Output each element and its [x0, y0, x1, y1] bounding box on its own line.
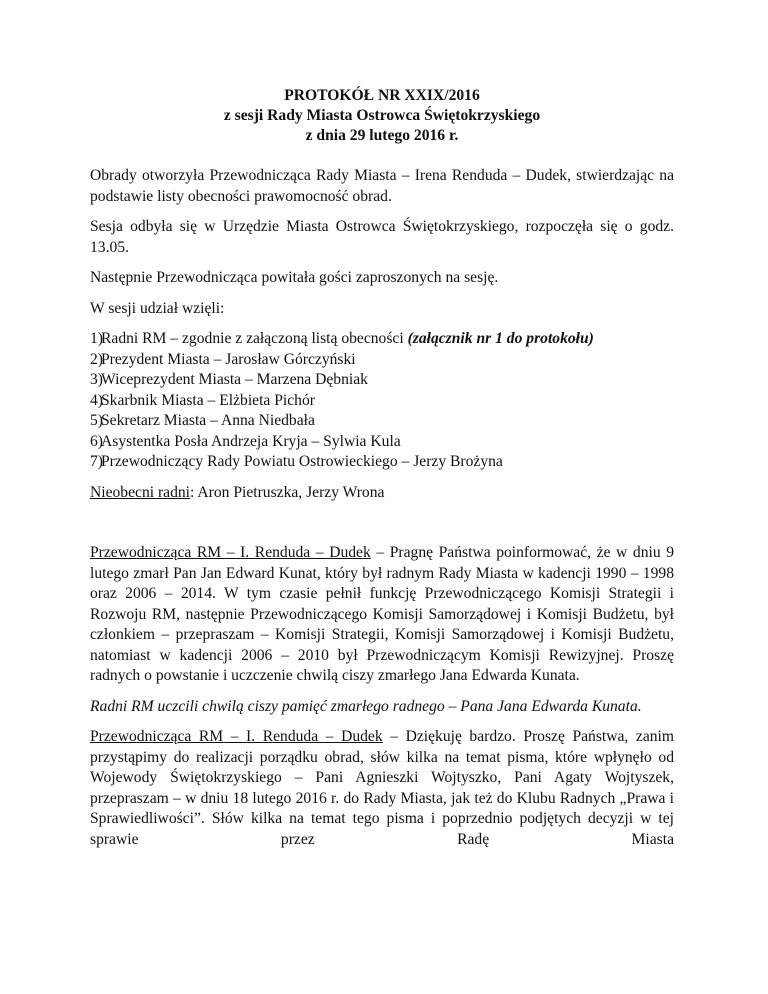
session-name: z sesji Rady Miasta Ostrowca Świętokrzyskiego — [223, 107, 541, 124]
spacer — [90, 513, 674, 543]
greeting-paragraph: Następnie Przewodnicząca powitała gości zaproszonych na sesję. — [90, 269, 499, 286]
opening-paragraph: Obrady otworzyła Przewodnicząca Rady Miasta – Irena Renduda – Dudek, stwierdzając na podstawie listy obecności prawomocność obrad. — [90, 167, 674, 205]
statement-paragraph — [90, 543, 674, 687]
statement-text: – Dziękuję bardzo. Proszę Państwa, zanim przystąpimy do realizacji porządku obrad, słów kilka na temat pisma, które wpłynęło od Wojewody Świętokrzyskiego – Pani Agnieszki Wojtyszko, Pani Agaty Wojtyszek, przepraszam – w dniu 18 lutego 2016 r. do Rady Miasta, jak też do Klubu Radnych „Prawa i Sprawiedliwości”. Słów kilka na temat tego pisma i poprzednio podjętych decyzji w tej sprawie przez Radę Miasta — [90, 728, 674, 848]
attendee-item: 2) Prezydent Miasta – Jarosław Górczyński — [90, 350, 356, 368]
statement-paragraph — [90, 727, 674, 850]
speaker-name: Przewodnicząca RM – I. Renduda – Dudek — [90, 728, 383, 745]
attendee-text: Sekretarz Miasta – Anna Niedbała — [101, 412, 315, 429]
attendee-text: Wiceprezydent Miasta – Marzena Dębniak — [101, 371, 368, 388]
absent-councillors — [90, 483, 674, 504]
document-page — [90, 86, 674, 860]
attendee-text: Radni RM – zgodnie z załączoną listą obecności — [101, 330, 408, 347]
location-paragraph: Sesja odbyła się w Urzędzie Miasta Ostrowca Świętokrzyskiego, rozpoczęła się o godz. 13.05. — [90, 218, 674, 256]
statement-text: – Pragnę Państwa poinformować, że w dniu 9 lutego zmarł Pan Jan Edward Kunat, który był radnym Rady Miasta w kadencji 1990 – 1998 oraz 2006 – 2014. W tym czasie pełnił funkcję Przewodniczącego Komisji Strategii i Rozwoju RM, następnie Przewodniczącego Komisji Samorządowej i Komisji Budżetu, był członkiem – przepraszam – Komisji Strategii, Komisji Samorządowej i Komisji Budżetu, natomiast w kadencji 2006 – 2010 był Przewodniczącym Komisji Rewizyjnej. Proszę radnych o powstanie i uczczenie chwilą ciszy zmarłego Jana Edwarda Kunata. — [90, 544, 674, 684]
attendee-item: 3) Wiceprezydent Miasta – Marzena Dębniak — [90, 371, 368, 388]
attendee-text: Asystentka Posła Andrzeja Kryja – Sylwia Kula — [101, 432, 401, 450]
attendee-item: 6) Asystentka Posła Andrzeja Kryja – Sylwia Kula — [90, 432, 401, 450]
attachment-note: (załącznik nr 1 do protokołu) — [407, 330, 594, 347]
session-date: z dnia 29 lutego 2016 r. — [305, 127, 459, 144]
absent-label: Nieobecni radni — [90, 483, 191, 501]
document-header — [90, 86, 674, 146]
attendee-item: 1) Radni RM – zgodnie z załączoną listą obecności (załącznik nr 1 do protokołu) — [90, 330, 594, 347]
attendee-item: 5) Sekretarz Miasta – Anna Niedbała — [90, 412, 315, 429]
attendee-text: Skarbnik Miasta – Elżbieta Pichór — [101, 391, 315, 409]
minute-of-silence: Radni RM uczcili chwilą ciszy pamięć zmarłego radnego – Pana Jana Edwarda Kunata. — [90, 697, 642, 715]
attendee-item: 7) Przewodniczący Rady Powiatu Ostrowieckiego – Jerzy Brożyna — [90, 453, 503, 470]
attendee-text: Prezydent Miasta – Jarosław Górczyński — [101, 350, 356, 368]
speaker-name: Przewodnicząca RM – I. Renduda – Dudek — [90, 544, 371, 561]
protocol-number: PROTOKÓŁ NR XXIX/2016 — [284, 87, 480, 104]
attendee-text: Przewodniczący Rady Powiatu Ostrowieckiego – Jerzy Brożyna — [101, 453, 503, 470]
attendee-item: 4) Skarbnik Miasta – Elżbieta Pichór — [90, 391, 315, 409]
participants-intro: W sesji udział wzięli: — [90, 299, 225, 317]
attendee-list — [90, 329, 674, 473]
absent-names: : Aron Pietruszka, Jerzy Wrona — [190, 483, 385, 501]
